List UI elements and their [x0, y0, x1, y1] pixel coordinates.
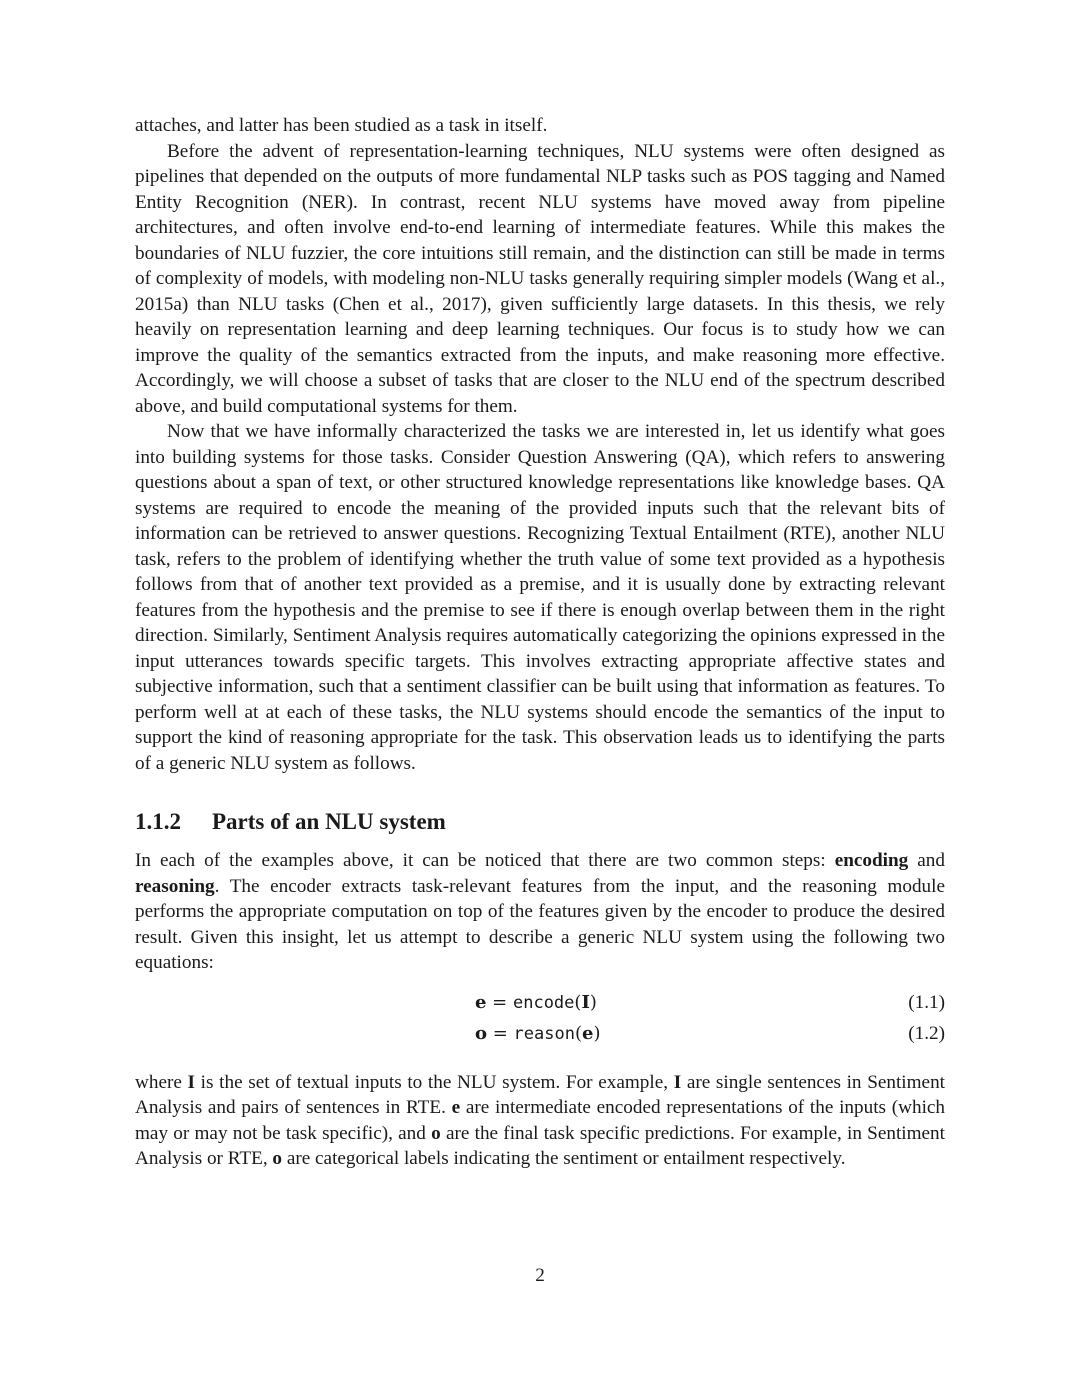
eq-paren: (: [574, 991, 582, 1013]
symbol-output: o: [431, 1122, 441, 1144]
eq-operator: =: [486, 991, 513, 1013]
section-number: 1.1.2: [135, 809, 181, 834]
eq-paren: ): [593, 1022, 601, 1044]
section-heading: [135, 807, 945, 837]
eq-function: reason: [513, 1023, 575, 1044]
eq-paren: (: [574, 1022, 582, 1044]
section-title: Parts of an NLU system: [212, 809, 446, 834]
equation-1-math: [475, 990, 597, 1017]
eq-argument: e: [582, 1022, 594, 1044]
text-run: are intermediate encoded representations of the inputs (which may or may not be task specific), and: [135, 1097, 946, 1144]
text-run: are categorical labels indicating the sentiment or entailment respectively.: [282, 1148, 846, 1169]
eq-symbol: o: [475, 1022, 488, 1044]
eq-paren: ): [589, 991, 597, 1013]
page-number: 2: [535, 1265, 545, 1286]
symbol-encoded: e: [451, 1097, 461, 1118]
equation-2-math: [475, 1021, 600, 1048]
term-encoding: encoding: [834, 850, 909, 871]
paragraph-parts: [135, 848, 945, 976]
equation-2: [135, 1021, 945, 1052]
equation-1-number: (1.1): [908, 991, 945, 1013]
eq-operator: =: [487, 1022, 514, 1044]
text-run: where: [135, 1071, 188, 1093]
paragraph-tasks: Now that we have informally characterized the tasks we are interested in, let us identify what goes into building systems for those tasks. Consider Question Answering (QA), which refers to answering questions about a span of text, or other structured knowledge representations like knowledge bases. QA systems are required to encode the meaning of the provided inputs such that the relevant bits of information can be retrieved to answer questions. Recognizing Textual Entailment (RTE), another NLU task, refers to the problem of identifying whether the truth value of some text provided as a hypothesis follows from that of another text provided as a premise, and it is usually done by extracting relevant features from the hypothesis and the premise to see if there is enough overlap between them in the right direction. Similarly, Sentiment Analysis requires automatically categorizing the opinions expressed in the input utterances towards specific targets. This involves extracting appropriate affective states and subjective information, such that a sentiment classifier can be built using that information as features. To perform well at at each of these tasks, the NLU systems should encode the semantics of the input to support the kind of reasoning appropriate for the task. This observation leads us to identifying the parts of a generic NLU system as follows.: [135, 421, 945, 774]
paragraph-continued: attaches, and latter has been studied as a task in itself.: [135, 115, 548, 136]
text-run: In each of the examples above, it can be noticed that there are two common steps:: [135, 850, 835, 871]
symbol-inputs: I: [187, 1071, 196, 1093]
symbol-inputs: I: [673, 1071, 682, 1093]
term-reasoning: reasoning: [135, 875, 215, 897]
symbol-output: o: [272, 1148, 283, 1169]
text-run: are single sentences in Sentiment Analysis and pairs of sentences in RTE.: [135, 1071, 945, 1118]
body-text: [135, 113, 945, 1172]
text-run: is the set of textual inputs to the NLU system. For example,: [195, 1071, 674, 1093]
equation-1: [135, 990, 945, 1021]
eq-function: encode: [512, 992, 575, 1013]
equation-2-number: (1.2): [908, 1022, 945, 1044]
eq-symbol: e: [475, 991, 487, 1013]
text-run: . The encoder extracts task-relevant features from the input, and the reasoning module performs the appropriate computation on top of the features given by the encoder to produce the desired result. Given this insight, let us attempt to describe a generic NLU system using the following two equations:: [135, 875, 945, 973]
paragraph-where: [135, 1070, 945, 1172]
paragraph-pipelines: Before the advent of representation-learning techniques, NLU systems were often designed as pipelines that depended on the outputs of more fundamental NLP tasks such as POS tagging and Named Entity Recognition (NER). In contrast, recent NLU systems have moved away from pipeline architectures, and often involve end-to-end learning of intermediate features. While this makes the boundaries of NLU fuzzier, the core intuitions still remain, and the distinction can still be made in terms of complexity of models, with modeling non-NLU tasks generally requiring simpler models (Wang et al., 2015a) than NLU tasks (Chen et al., 2017), given sufficiently large datasets. In this thesis, we rely heavily on representation learning and deep learning techniques. Our focus is to study how we can improve the quality of the semantics extracted from the inputs, and make reasoning more effective. Accordingly, we will choose a subset of tasks that are closer to the NLU end of the spectrum described above, and build computational systems for them.: [135, 140, 945, 417]
text-run: and: [908, 850, 945, 871]
text-run: are the final task specific predictions. For example, in Sentiment Analysis or RTE,: [135, 1122, 945, 1169]
equations: [135, 990, 945, 1052]
eq-argument: I: [581, 991, 590, 1013]
